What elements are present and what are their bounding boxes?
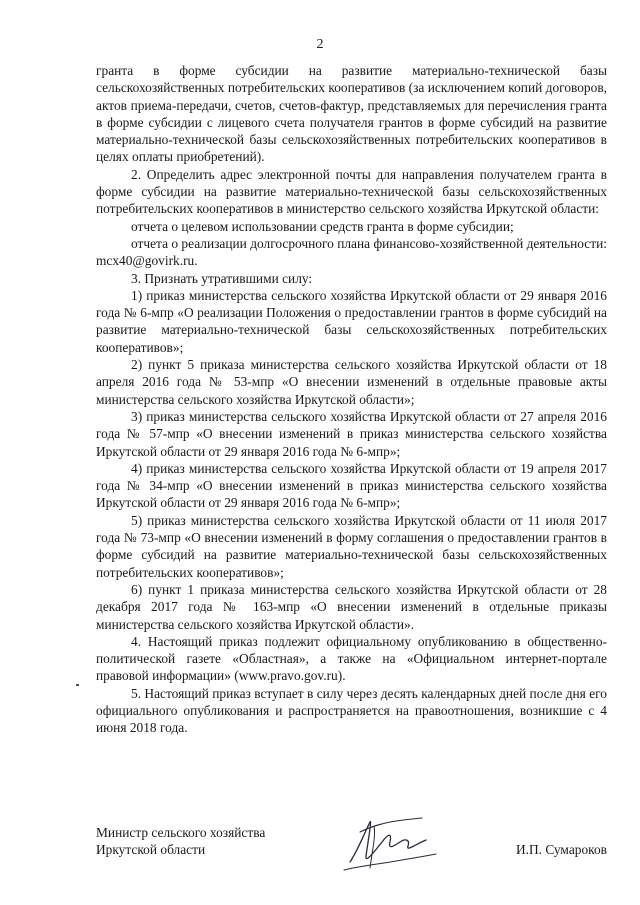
- paragraph-grant-continuation: гранта в форме субсидии на развитие материально-технической базы сельскохозяйственных потребительских кооперативов (за исключением копий договоров, актов приема-передачи, счетов, счетов-фактур, представляемых для перечисления гранта в форме субсидии с лицевого счета получателя грантов в форме субсидий на развитие материально-технической базы сельскохозяйственных потребительских кооперативов в целях оплаты приобретений).: [96, 63, 607, 165]
- paragraph-effective-date: 5. Настоящий приказ вступает в силу через десять календарных дней после дня его официального опубликования и распространяется на правоотношения, возникшие с 4 июня 2018 года.: [96, 685, 607, 736]
- signature-block: [96, 824, 607, 859]
- paragraph-repeal-item-5: 5) приказ министерства сельского хозяйства Иркутской области от 11 июля 2017 года № 73-мпр «О внесении изменений в форму соглашения о предоставлении грантов в форме субсидий на развитие материально-технической базы сельскохозяйственных потребительских кооперативов»;: [96, 512, 607, 580]
- page-number: 2: [316, 37, 324, 52]
- signatory-name: И.П. Сумароков: [515, 842, 607, 857]
- paragraph-repeal-item-4: 4) приказ министерства сельского хозяйства Иркутской области от 19 апреля 2017 года № 34-мпр «О внесении изменений в приказ министерства сельского хозяйства Иркутской области от 29 января 2016 года № 6-мпр»;: [96, 460, 607, 511]
- signatory-title-line-1: Министр сельского хозяйства: [96, 825, 266, 840]
- document-body: [96, 62, 607, 737]
- paragraph-repeal-item-2: 2) пункт 5 приказа министерства сельского хозяйства Иркутской области от 18 апреля 2016 года № 53-мпр «О внесении изменений в отдельные правовые акты министерства сельского хозяйства Иркутской области»;: [96, 357, 607, 407]
- paragraph-repeal-heading: 3. Признать утратившими силу:: [131, 270, 313, 286]
- paragraph-repeal-item-6: 6) пункт 1 приказа министерства сельского хозяйства Иркутской области от 28 декабря 2017 года № 163-мпр «О внесении изменений в отдельные приказы министерства сельского хозяйства Иркутской области».: [96, 581, 607, 632]
- signatory-title-line-2: Иркутской области: [96, 842, 206, 858]
- paragraph-report-plan: отчета о реализации долгосрочного плана финансово-хозяйственной деятельности: mcx40@govirk.ru.: [96, 235, 607, 269]
- paragraph-report-usage: отчета о целевом использовании средств гранта в форме субсидии;: [131, 218, 514, 234]
- paragraph-publication: 4. Настоящий приказ подлежит официальному опубликованию в общественно-политической газете «Областная», а также на «Официальном интернет-портале правовой информации» (www.pravo.gov.ru).: [96, 633, 607, 684]
- paragraph-repeal-item-3: 3) приказ министерства сельского хозяйства Иркутской области от 27 апреля 2016 года № 57-мпр «О внесении изменений в приказ министерства сельского хозяйства Иркутской области от 29 января 2016 года № 6-мпр»;: [96, 408, 607, 459]
- paragraph-email-address: 2. Определить адрес электронной почты для направления получателем гранта в форме субсидии на развитие материально-технической базы сельскохозяйственных потребительских кооперативов в министерство сельского хозяйства Иркутской области:: [96, 166, 607, 217]
- paragraph-repeal-item-1: 1) приказ министерства сельского хозяйства Иркутской области от 29 января 2016 года № 6-мпр «О реализации Положения о предоставлении грантов в форме субсидий на развитие материально-технической базы сельскохозяйственных потребительских кооперативов»;: [96, 287, 607, 355]
- scan-artifact-dot: [76, 684, 79, 686]
